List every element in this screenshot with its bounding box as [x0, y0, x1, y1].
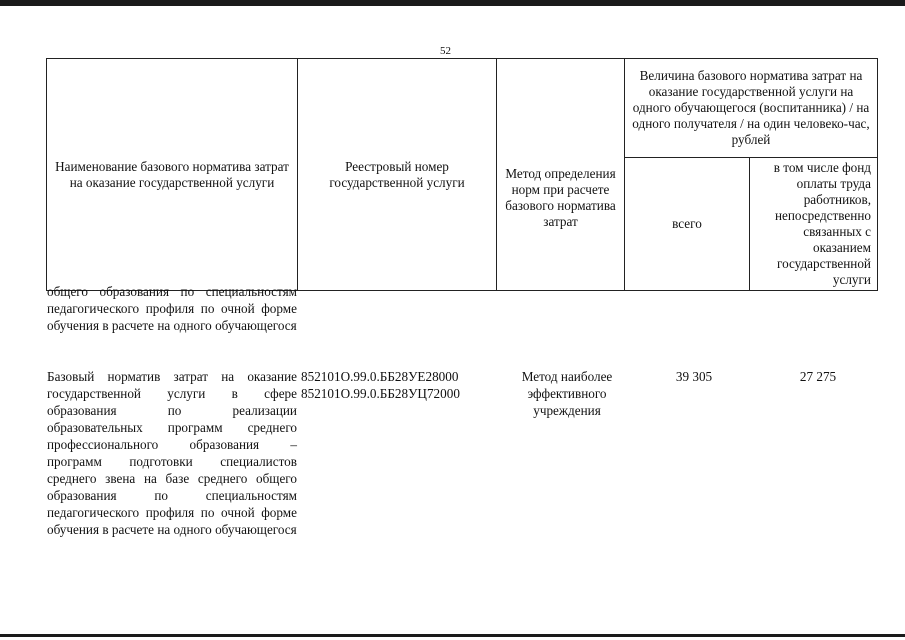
header-name-of-norm: Наименование базового норматива затрат на оказание государственной услуги — [47, 59, 298, 291]
registry-number: 852101О.99.0.ББ28УЕ28000 — [301, 369, 459, 384]
scan-edge-bottom — [0, 634, 905, 637]
registry-number: 852101О.99.0.ББ28УЦ72000 — [301, 386, 460, 401]
page-number: 52 — [440, 45, 451, 57]
header-registry-number: Реестровый номер государственной услуги — [298, 59, 497, 291]
scan-edge-top — [0, 0, 905, 6]
header-incl-fund: в том числе фонд оплаты труда работников, непосредственно связанных с оказанием государственной услуги — [750, 158, 878, 291]
row-registry-numbers — [301, 368, 501, 402]
header-value-group: Величина базового норматива затрат на оказание государственной услуги на одного обучающегося (воспитанника) / на одного получателя / на один человеко-час, рублей — [625, 59, 878, 158]
header-method: Метод определения норм при расчете базового норматива затрат — [497, 59, 625, 291]
row-total-value: 39 305 — [675, 369, 713, 384]
row-norm-description: Базовый норматив затрат на оказание государственной услуги в сфере образования по реализации образовательных программ среднего профессионального образования – программ подготовки специалистов среднего звена на базе среднего общего образования по специальностям педагогического профиля по очной форме обучения в расчете на одного обучающегося — [47, 369, 297, 537]
row-method: Метод наиболее эффективного учреждения — [521, 369, 613, 418]
header-total: всего — [625, 158, 750, 291]
continuation-text: общего образования по специальностям педагогического профиля по очной форме обучения в расчете на одного обучающегося — [47, 284, 297, 333]
norm-table-header — [46, 58, 878, 291]
row-incl-fund-value: 27 275 — [799, 369, 837, 384]
